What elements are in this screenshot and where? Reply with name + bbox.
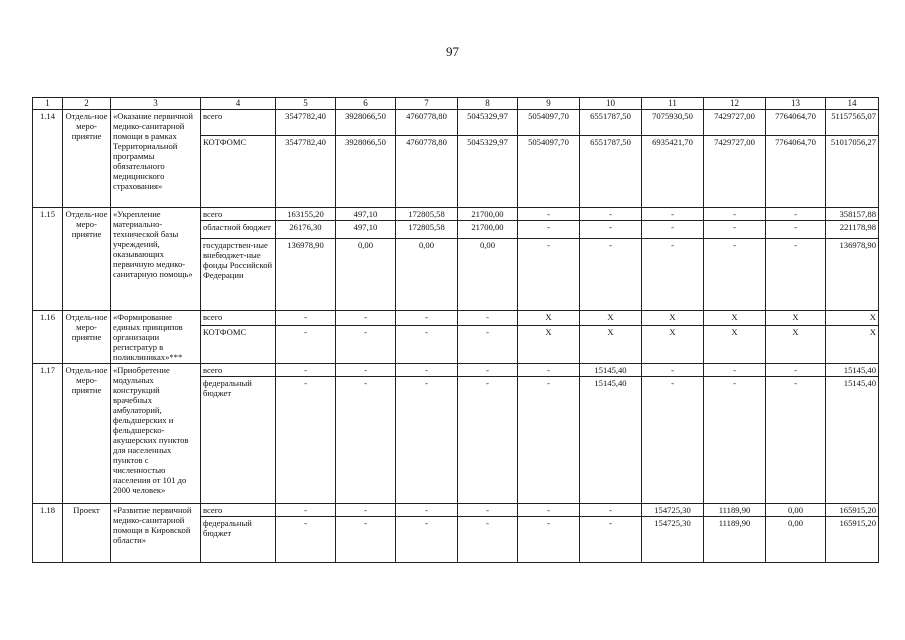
- value-cell: 6935421,70: [642, 136, 704, 208]
- value-cell: -: [642, 364, 704, 377]
- value-cell: X: [766, 311, 826, 326]
- value-cell: 5045329,97: [458, 110, 518, 136]
- column-header: 3: [111, 98, 201, 110]
- value-cell: 15145,40: [826, 377, 879, 504]
- value-cell: 15145,40: [580, 364, 642, 377]
- column-header: 7: [396, 98, 458, 110]
- value-cell: 154725,30: [642, 504, 704, 517]
- value-cell: X: [642, 311, 704, 326]
- column-header: 14: [826, 98, 879, 110]
- value-cell: -: [336, 311, 396, 326]
- value-cell: -: [396, 504, 458, 517]
- value-cell: -: [580, 239, 642, 311]
- value-cell: 165915,20: [826, 504, 879, 517]
- value-cell: -: [396, 377, 458, 504]
- funding-source: всего: [201, 364, 276, 377]
- table-row: [33, 110, 879, 136]
- funding-source: КОТФОМС: [201, 136, 276, 208]
- value-cell: -: [458, 325, 518, 363]
- value-cell: -: [704, 377, 766, 504]
- value-cell: -: [580, 208, 642, 221]
- column-header: 8: [458, 98, 518, 110]
- value-cell: -: [518, 221, 580, 239]
- value-cell: -: [518, 364, 580, 377]
- value-cell: X: [766, 325, 826, 363]
- header-row: [33, 98, 879, 110]
- row-type: Отдель-ное меро-приятие: [63, 364, 111, 504]
- value-cell: -: [458, 504, 518, 517]
- value-cell: -: [642, 377, 704, 504]
- value-cell: -: [458, 311, 518, 326]
- value-cell: 5045329,97: [458, 136, 518, 208]
- value-cell: 136978,90: [826, 239, 879, 311]
- value-cell: -: [336, 517, 396, 563]
- table-row: [33, 364, 879, 377]
- column-header: 12: [704, 98, 766, 110]
- value-cell: -: [396, 364, 458, 377]
- value-cell: -: [276, 517, 336, 563]
- column-header: 5: [276, 98, 336, 110]
- value-cell: -: [704, 221, 766, 239]
- value-cell: 172805,58: [396, 208, 458, 221]
- activity-name: «Приобретение модульных конструкций врачебных амбулаторий, фельдшерских и фельдшерско-акушерских пунктов для населенных пунктов с численностью населения от 101 до 2000 человек»: [111, 364, 201, 504]
- column-header: 13: [766, 98, 826, 110]
- activity-name: «Формирование единых принципов организации регистратур в поликлиниках»***: [111, 311, 201, 364]
- value-cell: -: [518, 377, 580, 504]
- value-cell: -: [766, 364, 826, 377]
- value-cell: -: [580, 504, 642, 517]
- table-row: [33, 311, 879, 326]
- budget-table: [32, 97, 879, 563]
- value-cell: 6551787,50: [580, 136, 642, 208]
- column-header: 9: [518, 98, 580, 110]
- value-cell: X: [704, 325, 766, 363]
- value-cell: 51157565,07: [826, 110, 879, 136]
- value-cell: 11189,90: [704, 517, 766, 563]
- value-cell: 497,10: [336, 221, 396, 239]
- value-cell: 3928066,50: [336, 136, 396, 208]
- value-cell: X: [580, 325, 642, 363]
- value-cell: 4760778,80: [396, 136, 458, 208]
- value-cell: 7764064,70: [766, 136, 826, 208]
- activity-name: «Оказание первичной медико-санитарной помощи в рамках Территориальной программы обязательного медицинского страхования»: [111, 110, 201, 208]
- value-cell: -: [642, 208, 704, 221]
- value-cell: 15145,40: [826, 364, 879, 377]
- value-cell: X: [826, 325, 879, 363]
- value-cell: 26176,30: [276, 221, 336, 239]
- value-cell: -: [458, 517, 518, 563]
- value-cell: 0,00: [458, 239, 518, 311]
- value-cell: 358157,88: [826, 208, 879, 221]
- funding-source: всего: [201, 311, 276, 326]
- funding-source: федеральный бюджет: [201, 377, 276, 504]
- value-cell: -: [276, 311, 336, 326]
- value-cell: 0,00: [766, 504, 826, 517]
- value-cell: -: [518, 504, 580, 517]
- value-cell: 3547782,40: [276, 136, 336, 208]
- value-cell: 7429727,00: [704, 110, 766, 136]
- row-type: Отдель-ное меро-приятие: [63, 311, 111, 364]
- value-cell: 5054097,70: [518, 136, 580, 208]
- table-row: [33, 504, 879, 517]
- value-cell: 3547782,40: [276, 110, 336, 136]
- value-cell: -: [766, 208, 826, 221]
- value-cell: -: [396, 325, 458, 363]
- funding-source: всего: [201, 504, 276, 517]
- value-cell: X: [580, 311, 642, 326]
- value-cell: -: [336, 377, 396, 504]
- value-cell: 6551787,50: [580, 110, 642, 136]
- funding-source: государствен-ные внебюджет-ные фонды Российской Федерации: [201, 239, 276, 311]
- value-cell: 163155,20: [276, 208, 336, 221]
- value-cell: -: [276, 504, 336, 517]
- value-cell: 172805,58: [396, 221, 458, 239]
- value-cell: 7764064,70: [766, 110, 826, 136]
- value-cell: 165915,20: [826, 517, 879, 563]
- value-cell: -: [396, 517, 458, 563]
- value-cell: 7075930,50: [642, 110, 704, 136]
- value-cell: X: [518, 311, 580, 326]
- funding-source: КОТФОМС: [201, 325, 276, 363]
- value-cell: X: [826, 311, 879, 326]
- row-type: Отдель-ное меро-приятие: [63, 208, 111, 311]
- value-cell: -: [766, 221, 826, 239]
- value-cell: 51017056,27: [826, 136, 879, 208]
- value-cell: -: [518, 208, 580, 221]
- value-cell: -: [518, 517, 580, 563]
- column-header: 10: [580, 98, 642, 110]
- value-cell: -: [704, 239, 766, 311]
- value-cell: -: [276, 325, 336, 363]
- value-cell: 0,00: [396, 239, 458, 311]
- value-cell: -: [518, 239, 580, 311]
- value-cell: -: [458, 377, 518, 504]
- value-cell: 5054097,70: [518, 110, 580, 136]
- value-cell: X: [642, 325, 704, 363]
- funding-source: областной бюджет: [201, 221, 276, 239]
- value-cell: -: [704, 364, 766, 377]
- value-cell: 21700,00: [458, 221, 518, 239]
- row-number: 1.16: [33, 311, 63, 364]
- value-cell: -: [336, 364, 396, 377]
- value-cell: -: [396, 311, 458, 326]
- page-number: 97: [446, 44, 459, 59]
- value-cell: -: [580, 517, 642, 563]
- value-cell: -: [458, 364, 518, 377]
- value-cell: -: [766, 377, 826, 504]
- funding-source: всего: [201, 208, 276, 221]
- value-cell: X: [518, 325, 580, 363]
- value-cell: -: [704, 208, 766, 221]
- value-cell: 154725,30: [642, 517, 704, 563]
- table-row: [33, 208, 879, 221]
- activity-name: «Укрепление материально-технической базы учреждений, оказывающих первичную медико-санитарную помощь»: [111, 208, 201, 311]
- value-cell: 497,10: [336, 208, 396, 221]
- value-cell: -: [336, 504, 396, 517]
- activity-name: «Развитие первичной медико-санитарной помощи в Кировской области»: [111, 504, 201, 563]
- value-cell: 4760778,80: [396, 110, 458, 136]
- row-type: Отдель-ное меро-приятие: [63, 110, 111, 208]
- column-header: 11: [642, 98, 704, 110]
- value-cell: -: [580, 221, 642, 239]
- funding-source: федеральный бюджет: [201, 517, 276, 563]
- column-header: 2: [63, 98, 111, 110]
- row-type: Проект: [63, 504, 111, 563]
- row-number: 1.14: [33, 110, 63, 208]
- value-cell: -: [766, 239, 826, 311]
- value-cell: -: [642, 239, 704, 311]
- value-cell: 0,00: [336, 239, 396, 311]
- value-cell: 221178,98: [826, 221, 879, 239]
- column-header: 6: [336, 98, 396, 110]
- value-cell: 11189,90: [704, 504, 766, 517]
- value-cell: 21700,00: [458, 208, 518, 221]
- value-cell: -: [276, 377, 336, 504]
- row-number: 1.17: [33, 364, 63, 504]
- funding-source: всего: [201, 110, 276, 136]
- value-cell: 15145,40: [580, 377, 642, 504]
- value-cell: 3928066,50: [336, 110, 396, 136]
- column-header: 1: [33, 98, 63, 110]
- value-cell: -: [276, 364, 336, 377]
- row-number: 1.15: [33, 208, 63, 311]
- value-cell: 136978,90: [276, 239, 336, 311]
- value-cell: -: [336, 325, 396, 363]
- value-cell: -: [642, 221, 704, 239]
- row-number: 1.18: [33, 504, 63, 563]
- value-cell: X: [704, 311, 766, 326]
- value-cell: 0,00: [766, 517, 826, 563]
- column-header: 4: [201, 98, 276, 110]
- value-cell: 7429727,00: [704, 136, 766, 208]
